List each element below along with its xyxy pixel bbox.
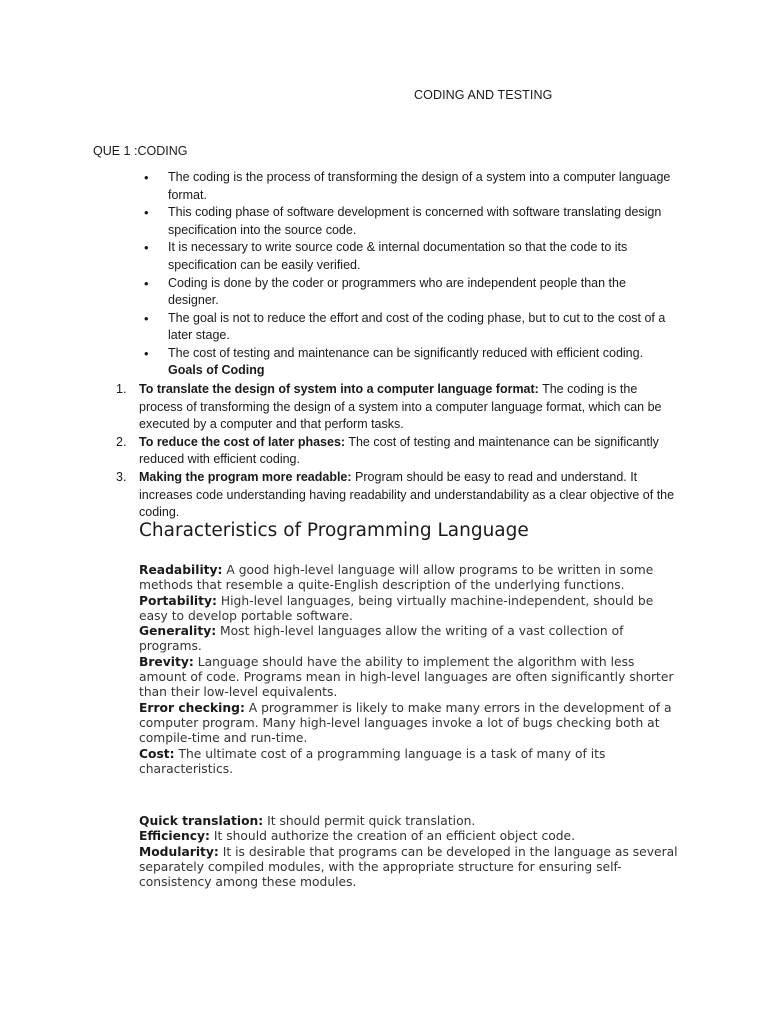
characteristic-paragraph [139, 594, 679, 625]
bullet-item [140, 239, 680, 274]
characteristic-text: The ultimate cost of a programming language is a task of many of its characteristics. [139, 746, 606, 776]
characteristics-block-2 [139, 814, 679, 890]
characteristic-paragraph [139, 655, 679, 701]
bullet-icon: • [144, 240, 149, 256]
bullet-text: The coding is the process of transforming the design of a system into a computer language format. [168, 170, 671, 202]
characteristic-text: Language should have the ability to implement the algorithm with less amount of code. Programs mean in high-level languages are often significantly shorter than their low-level equivalents. [139, 654, 674, 700]
bullet-text: This coding phase of software development is concerned with software translating design specification into the source code. [168, 205, 662, 237]
characteristics-heading: Characteristics of Programming Language [139, 520, 529, 541]
characteristic-term: Readability: [139, 563, 223, 577]
question-label: QUE 1 :CODING [93, 144, 188, 158]
goal-number: 2. [116, 434, 127, 449]
bullet-text: The goal is not to reduce the effort and cost of the coding phase, but to cut to the cost of a later stage. [168, 310, 666, 343]
characteristic-paragraph [139, 563, 679, 594]
characteristic-text: It should permit quick translation. [263, 814, 476, 828]
bullet-item [140, 310, 680, 345]
bullet-icon: • [144, 205, 149, 221]
characteristic-paragraph [139, 845, 679, 891]
bullet-icon: • [144, 310, 149, 326]
goals-heading: Goals of Coding [168, 363, 265, 377]
characteristic-text: Most high-level languages allow the writing of a vast collection of programs. [139, 624, 624, 654]
bullet-icon: • [144, 275, 149, 291]
goal-term: To reduce the cost of later phases: [139, 434, 346, 449]
goal-text: Program should be easy to read and understand. It increases code understanding having readability and understandability as a clear objective of the coding. [139, 469, 675, 520]
bullet-item [140, 204, 680, 239]
characteristic-term: Quick translation: [139, 814, 264, 828]
characteristic-term: Modularity: [139, 844, 219, 859]
characteristic-text: A good high-level language will allow programs to be written in some methods that resemble a quite-English description of the underlying functions. [139, 563, 654, 593]
goal-item [112, 469, 682, 522]
bullet-text: The cost of testing and maintenance can be significantly reduced with efficient coding. [168, 345, 644, 360]
characteristic-text: It should authorize the creation of an efficient object code. [209, 829, 576, 844]
characteristic-term: Brevity: [139, 654, 194, 669]
document-title: CODING AND TESTING [414, 88, 553, 102]
goal-item [112, 381, 682, 434]
characteristic-paragraph [139, 747, 679, 778]
goal-text: The coding is the process of transforming the design of a system into a computer language format, which can be executed by a computer and that perform tasks. [139, 382, 662, 432]
characteristic-term: Generality: [139, 624, 217, 639]
characteristic-paragraph [139, 829, 679, 844]
coding-bullet-list [140, 169, 680, 363]
characteristic-paragraph [139, 701, 679, 747]
characteristic-term: Efficiency: [139, 829, 210, 844]
goal-term: Making the program more readable: [139, 469, 352, 484]
goal-term: To translate the design of system into a computer language format: [139, 382, 539, 396]
goal-item [112, 434, 682, 469]
characteristics-block-1 [139, 563, 679, 777]
characteristic-text: A programmer is likely to make many errors in the development of a computer program. Many high-level languages invoke a lot of bugs checking both at compile-time and run-time. [139, 700, 672, 746]
characteristic-paragraph [139, 814, 679, 829]
goal-number: 1. [116, 382, 127, 396]
characteristic-term: Error checking: [139, 700, 245, 715]
characteristic-paragraph [139, 624, 679, 655]
goal-number: 3. [116, 469, 127, 484]
bullet-text: Coding is done by the coder or programmers who are independent people than the designer. [168, 275, 626, 308]
characteristic-term: Portability: [139, 593, 217, 608]
characteristic-text: It is desirable that programs can be developed in the language as several separately compiled modules, with the appropriate structure for ensuring self-consistency among these modules. [139, 844, 678, 890]
bullet-icon: • [144, 170, 149, 185]
bullet-item [140, 345, 680, 363]
bullet-icon: • [144, 345, 149, 361]
bullet-item [140, 169, 680, 204]
characteristic-text: High-level languages, being virtually machine-independent, should be easy to develop portable software. [139, 593, 654, 623]
bullet-item [140, 275, 680, 310]
goals-list [112, 381, 682, 522]
goal-text: The cost of testing and maintenance can be significantly reduced with efficient coding. [139, 434, 659, 467]
characteristic-term: Cost: [139, 746, 175, 761]
bullet-text: It is necessary to write source code & internal documentation so that the code to its specification can be easily verified. [168, 240, 628, 272]
